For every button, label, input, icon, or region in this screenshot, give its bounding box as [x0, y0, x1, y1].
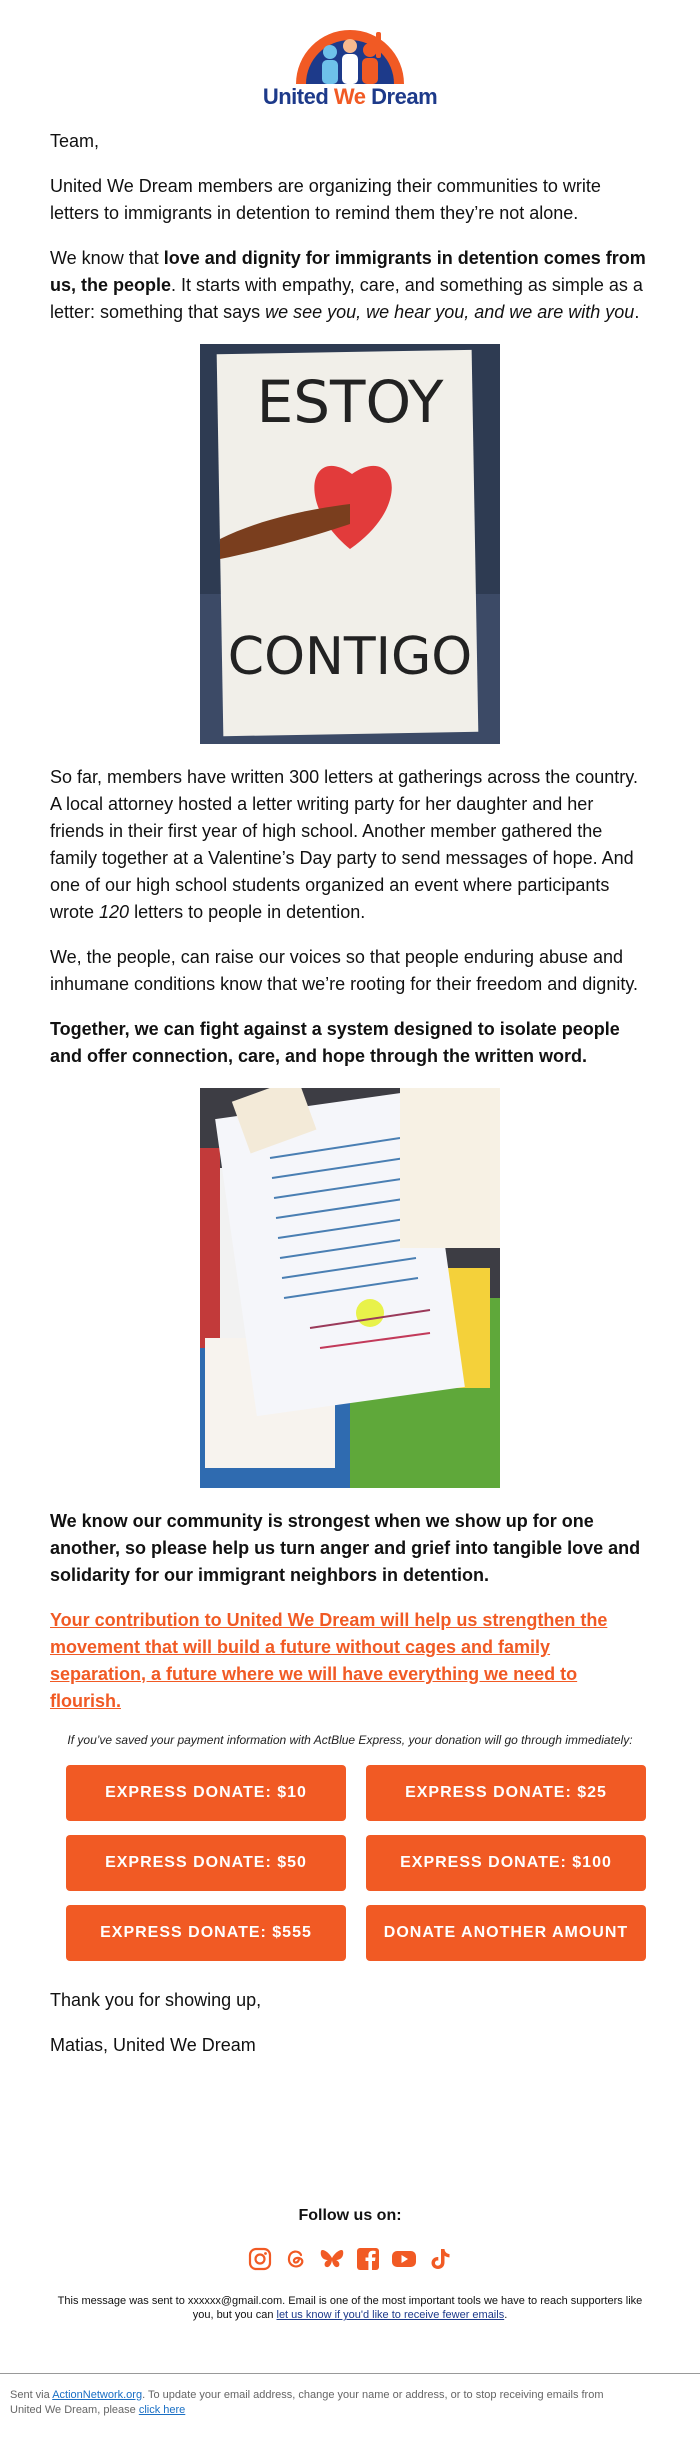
facebook-icon[interactable]	[355, 2246, 381, 2272]
express-donate-25-button[interactable]: EXPRESS DONATE: $25	[366, 1765, 646, 1821]
paragraph-intro: United We Dream members are organizing their communities to write letters to immigrants in detention to remind them they’re not alone.	[50, 176, 601, 223]
estoy-contigo-letter-photo	[200, 344, 500, 744]
threads-icon[interactable]	[283, 2246, 309, 2272]
actblue-express-note: If you’ve saved your payment information with ActBlue Express, your donation will go through immediately:	[67, 1733, 633, 1747]
paragraph-community-strongest: We know our community is strongest when we show up for one another, so please help us turn anger and grief into tangible love and solidarity for our immigrant neighbors in detention.	[50, 1511, 641, 1585]
actionnetwork-link[interactable]: ActionNetwork.org	[52, 2389, 143, 2401]
express-donate-10-button[interactable]: EXPRESS DONATE: $10	[66, 1765, 346, 1821]
letter-contigo-text: CONTIGO	[227, 627, 473, 687]
footer-text: Sent via ActionNetwork.org. To update your email address, change your name or address, or to stop receiving emails from United We Dream, please click here	[10, 2389, 604, 2416]
paragraph-together: Together, we can fight against a system designed to isolate people and offer connection, care, and hope through the written word.	[50, 1019, 620, 1066]
paragraph-love-dignity: We know that love and dignity for immigrants in detention comes from us, the people. It starts with empathy, care, and something as simple as a letter: something that says we see you, we hear you, and we are with you.	[50, 248, 646, 322]
instagram-icon[interactable]	[247, 2246, 273, 2272]
donate-another-amount-button[interactable]: DONATE ANOTHER AMOUNT	[366, 1905, 646, 1961]
contribution-link[interactable]: Your contribution to United We Dream will help us strengthen the movement that will build a future without cages and family separation, a future where we will have everything we need to flourish.	[50, 1610, 608, 1711]
signature: Matias, United We Dream	[50, 2035, 256, 2055]
closing-line: Thank you for showing up,	[50, 1990, 262, 2010]
fewer-emails-link[interactable]: let us know if you'd like to receive fewer emails	[276, 2309, 505, 2321]
email-disclaimer: This message was sent to xxxxxx@gmail.com. Email is one of the most important tools we have to reach supporters like you, but you can let us know if you'd like to receive fewer emails.	[57, 2295, 643, 2321]
bluesky-icon[interactable]	[319, 2246, 345, 2272]
greeting: Team,	[50, 131, 100, 151]
footer-divider	[0, 2373, 700, 2374]
follow-us-heading: Follow us on:	[298, 2207, 402, 2224]
logo-illustration	[290, 22, 410, 86]
handwritten-letters-photo	[200, 1088, 500, 1488]
tiktok-icon[interactable]	[427, 2246, 453, 2272]
paragraph-300-letters: So far, members have written 300 letters at gatherings across the country. A local attorney hosted a letter writing party for her daughter and her friends in their first year of high school. Another member gathered the family together at a Valentine’s Day party to send messages of hope. And one of our high school students organized an event where participants wrote 120 letters to people in detention.	[50, 767, 638, 922]
unsubscribe-link[interactable]: click here	[138, 2404, 186, 2416]
brand-logo	[0, 22, 700, 112]
letter-estoy-text: ESTOY	[256, 368, 444, 436]
paragraph-raise-voices: We, the people, can raise our voices so that people enduring abuse and inhumane conditions know that we’re rooting for their freedom and dignity.	[50, 947, 638, 994]
youtube-icon[interactable]	[391, 2246, 417, 2272]
express-donate-100-button[interactable]: EXPRESS DONATE: $100	[366, 1835, 646, 1891]
express-donate-555-button[interactable]: EXPRESS DONATE: $555	[66, 1905, 346, 1961]
express-donate-50-button[interactable]: EXPRESS DONATE: $50	[66, 1835, 346, 1891]
social-icons	[0, 2246, 700, 2272]
donate-button-grid	[66, 1765, 634, 1961]
email-body	[50, 128, 650, 2077]
logo-wordmark: United We Dream	[262, 84, 438, 109]
